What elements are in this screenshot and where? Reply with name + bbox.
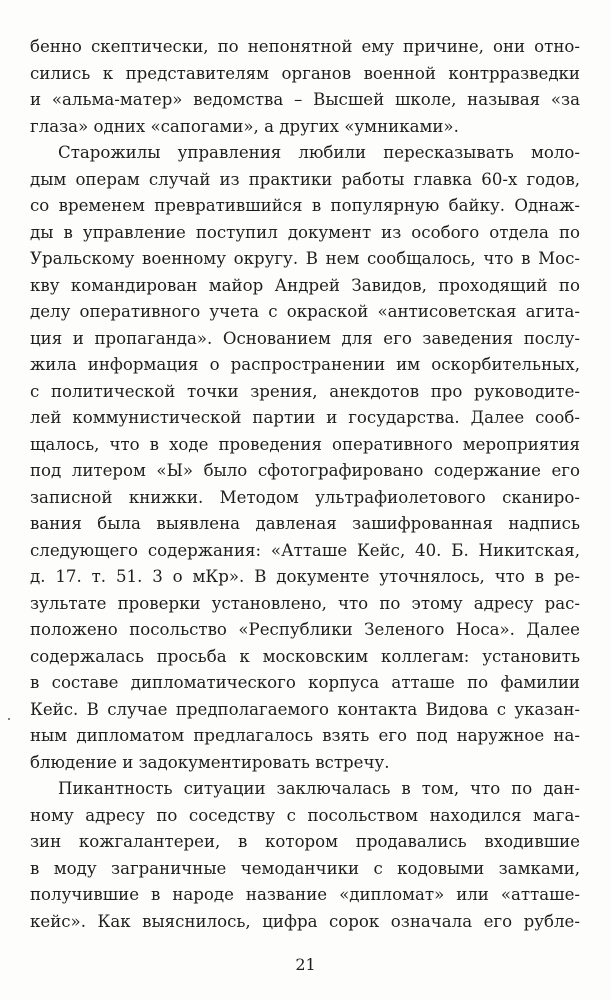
text-line: с политической точки зрения, анекдотов про руководите- [30,381,580,401]
text-line: Кейс. В случае предполагаемого контакта Видова с указан- [30,699,580,719]
text-line: Уральскому военному округу. В нем сообщалось, что в Мос- [30,249,580,268]
text-line: зин кожгалантереи, в котором продавались входившие [30,832,580,851]
text-line: под литером «Ы» было сфотографировано содержание его [30,461,580,480]
text-line: положено посольство «Республики Зеленого Носа». Далее [30,620,580,639]
text-line: жила информация о распространении им оскорбительных, [30,355,580,374]
text-line: получившие в народе название «дипломат» или «атташе- [30,885,580,904]
text-line: в моду заграничные чемоданчики с кодовыми замками, [30,858,580,878]
text-line: записной книжки. Методом ультрафиолетового сканиро- [30,487,580,507]
text-line: вания была выявлена давленая зашифрованная надпись [30,514,580,533]
text-line: зультате проверки установлено, что по этому адресу рас- [30,593,580,613]
text-line: и «альма-матер» ведомства – Высшей школе, называя «за [30,90,580,109]
text-line: д. 17. т. 51. 3 о мКр». В документе уточнялось, что в ре- [30,567,580,586]
text-line: лей коммунистической партии и государства. Далее сооб- [30,408,580,427]
text-line: следующего содержания: «Атташе Кейс, 40. Б. Никитская, [30,540,580,560]
text-line: содержалась просьба к московским коллегам: установить [30,646,580,666]
text-line: Пикантность ситуации заключалась в том, что по дан- [58,779,580,798]
text-line: дым операм случай из практики работы главка 60-х годов, [30,169,580,189]
text-line: ному адресу по соседству с посольством находился мага- [30,805,580,825]
scan-speck [8,718,10,720]
text-line: Старожилы управления любили пересказывать моло- [58,143,580,162]
text-line: кейс». Как выяснилось, цифра сорок означала его рубле- [30,911,580,931]
text-line: глаза» одних «сапогами», а других «умниками». [30,116,459,136]
text-line: кву командирован майор Андрей Завидов, проходящий по [30,275,580,295]
text-line: ция и пропаганда». Основанием для его заведения послу- [30,328,580,348]
text-line: бенно скептически, по непонятной ему причине, они отно- [30,37,580,56]
text-line: делу оперативного учета с окраской «антисоветская агита- [30,302,580,321]
page-number: 21 [295,955,316,974]
text-line: ным дипломатом предлагалось взять его под наружное на- [30,726,580,745]
text-line: щалось, что в ходе проведения оперативного мероприятия [30,434,580,454]
text-line: в составе дипломатического корпуса атташе по фамилии [30,673,580,692]
text-line: сились к представителям органов военной контрразведки [30,63,580,83]
body-text [30,34,580,935]
text-line: со временем превратившийся в популярную байку. Однаж- [30,196,580,215]
text-line: ды в управление поступил документ из особого отдела по [30,222,580,242]
text-line: блюдение и задокументировать встречу. [30,752,390,772]
